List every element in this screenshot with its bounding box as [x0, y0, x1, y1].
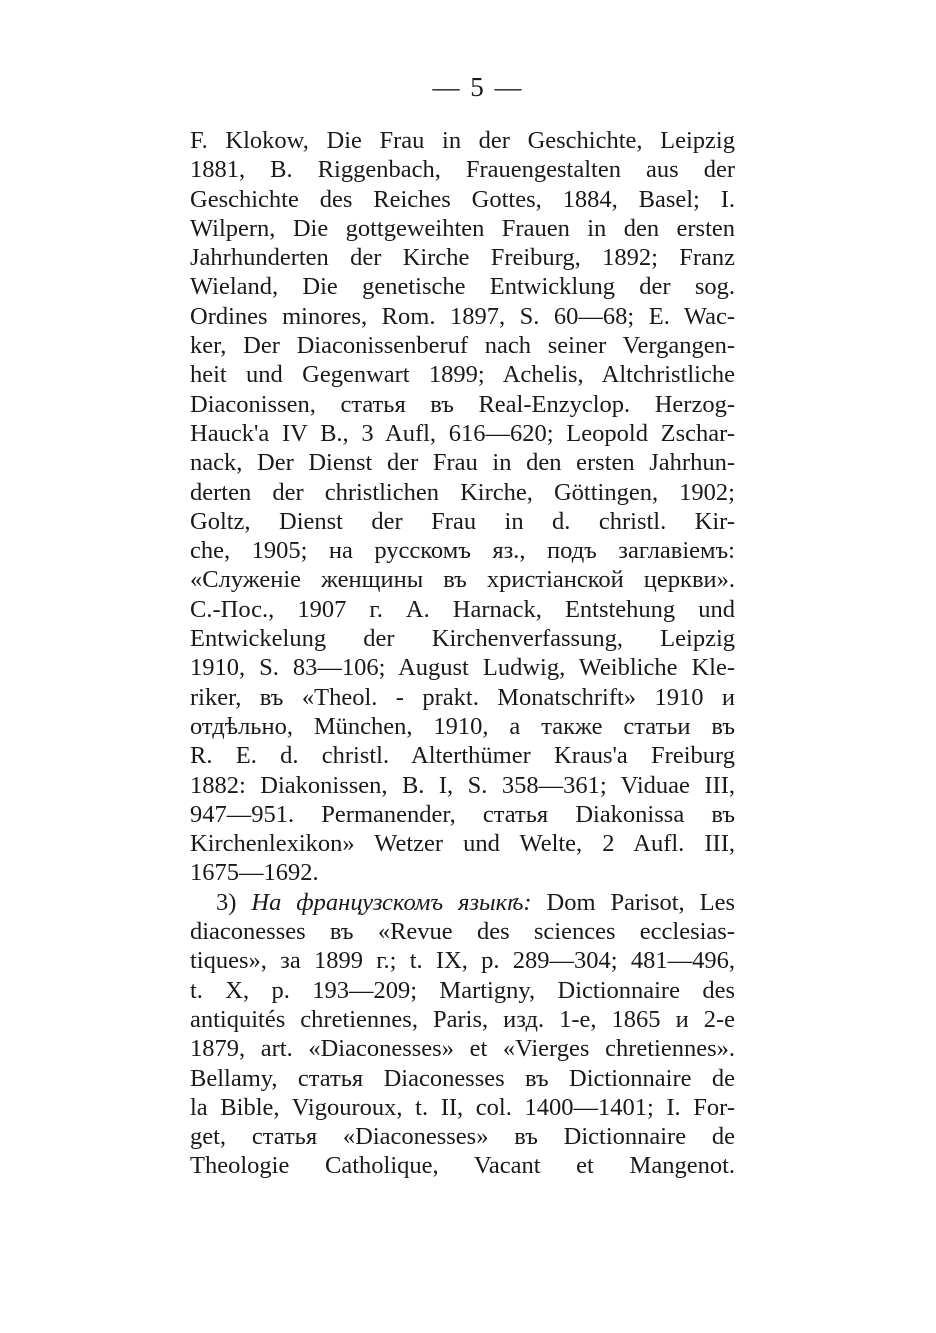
text-line: 1882: Diakonissen, B. I, S. 358—361; Viduae III,: [190, 771, 735, 799]
page-number: — 5 —: [432, 72, 524, 102]
text-line: che, 1905; на русскомъ яз., подъ заглавіемъ:: [190, 537, 735, 565]
text-line: nack, Der Dienst der Frau in den ersten Jahrhun-: [190, 449, 735, 477]
text-line: tiques», за 1899 г.; t. IX, p. 289—304; 481—496,: [190, 947, 735, 975]
text-line: Kirchenlexikon» Wetzer und Welte, 2 Aufl. III,: [190, 830, 735, 858]
text-line: diaconesses въ «Revue des sciences ecclesias-: [190, 918, 735, 946]
text-line: 1879, art. «Diaconesses» et «Vierges chretiennes».: [190, 1035, 735, 1063]
text-line: Hauck'a IV B., 3 Aufl, 616—620; Leopold Zschar-: [190, 419, 735, 447]
text-line: Wilpern, Die gottgeweihten Frauen in den ersten: [190, 214, 735, 242]
text-line: Geschichte des Reiches Gottes, 1884, Basel; I.: [190, 185, 735, 213]
text-line: derten der christlichen Kirche, Göttingen, 1902;: [190, 478, 735, 506]
text-line: Ordines minores, Rom. 1897, S. 60—68; E. Wac-: [190, 302, 735, 330]
section-heading-italic: На французскомъ языкѣ:: [251, 888, 532, 916]
text-line: R. E. d. christl. Alterthümer Kraus'a Freiburg: [190, 742, 735, 770]
text-line: 947—951. Permanender, статья Diakonissa въ: [190, 800, 735, 828]
text-line: 1675—1692.: [190, 859, 319, 887]
paragraph-first-line: [190, 888, 735, 917]
text-line: Jahrhunderten der Kirche Freiburg, 1892; Franz: [190, 244, 735, 272]
text-line: Wieland, Die genetische Entwicklung der sog.: [190, 273, 735, 301]
text-line: Goltz, Dienst der Frau in d. christl. Kir-: [190, 507, 735, 535]
text-line: F. Klokow, Die Frau in der Geschichte, Leipzig: [190, 127, 735, 154]
text-line: t. X, p. 193—209; Martigny, Dictionnaire des: [190, 976, 735, 1004]
text-line: heit und Gegenwart 1899; Achelis, Altchristliche: [190, 361, 735, 389]
text-line: riker, въ «Theol. - prakt. Monatschrift» 1910 и: [190, 683, 735, 711]
text-line: get, статья «Diaconesses» въ Dictionnaire de: [190, 1123, 735, 1151]
text-line: 1910, S. 83—106; August Ludwig, Weibliche Kle-: [190, 654, 735, 682]
text-line: С.-Пос., 1907 г. A. Harnack, Entstehung und: [190, 595, 735, 623]
text-line: отдѣльно, München, 1910, а также статьи въ: [190, 712, 735, 740]
text-line: Bellamy, статья Diaconesses въ Dictionnaire de: [190, 1064, 735, 1092]
text-line: «Служеніе женщины въ христіанской церкви».: [190, 566, 735, 594]
text-line: Theologie Catholique, Vacant et Mangenot.: [190, 1152, 735, 1180]
text-line: la Bible, Vigouroux, t. II, col. 1400—1401; I. For-: [190, 1093, 735, 1121]
text-line: ker, Der Diaconissenberuf nach seiner Vergangen-: [190, 332, 735, 360]
text-run: Dom Parisot, Les: [546, 888, 735, 916]
text-line: Diaconissen, статья въ Real-Enzyclop. Herzog-: [190, 390, 735, 418]
text-line: Entwickelung der Kirchenverfassung, Leipzig: [190, 625, 735, 653]
text-line: 1881, B. Riggenbach, Frauengestalten aus der: [190, 156, 735, 184]
text-line: antiquités chretiennes, Paris, изд. 1-е, 1865 и 2-е: [190, 1005, 735, 1033]
body-text: [190, 126, 735, 1181]
list-number: 3): [216, 888, 237, 916]
